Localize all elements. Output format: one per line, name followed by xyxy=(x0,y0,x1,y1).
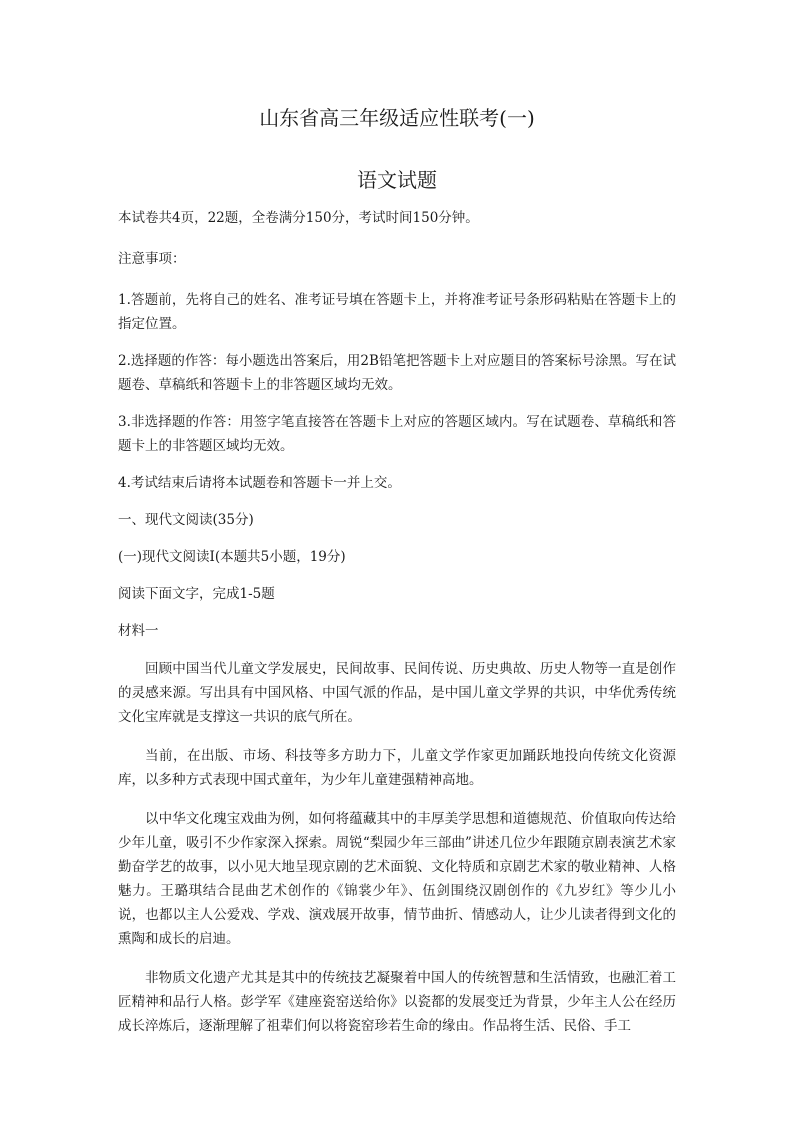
notice-item-2: 2.选择题的作答：每小题选出答案后，用2B铅笔把答题卡上对应题目的答案标号涂黑。写在试题卷、草稿纸和答题卡上的非答题区域均无效。 xyxy=(118,353,676,393)
notice-item-4: 4.考试结束后请将本试题卷和答题卡一并上交。 xyxy=(118,475,401,491)
exam-intro: 本试卷共4页，22题，全卷满分150分，考试时间150分钟。 xyxy=(118,210,479,226)
section-heading: 一、现代文阅读(35分) xyxy=(118,512,254,528)
notice-item-3: 3.非选择题的作答：用签字笔直接答在答题卡上对应的答题区域内。写在试题卷、草稿纸和答题卡上的非答题区域均无效。 xyxy=(118,414,676,454)
material-paragraph-4: 非物质文化遗产尤其是其中的传统技艺凝聚着中国人的传统智慧和生活情致，也融汇着工匠精神和品行人格。彭学军《建座瓷窑送给你》以瓷都的发展变迁为背景，少年主人公在经历成长淬炼后，逐渐理解了祖辈们何以将瓷窑珍若生命的缘由。作品将生活、民俗、手工 xyxy=(118,970,676,1034)
notice-title: 注意事项： xyxy=(118,251,186,267)
material-label: 材料一 xyxy=(118,623,159,639)
reading-instruction: 阅读下面文字，完成1-5题 xyxy=(118,586,275,602)
page-content xyxy=(118,100,676,1038)
material-paragraph-2: 当前，在出版、市场、科技等多方助力下，儿童文学作家更加踊跃地投向传统文化资源库，以多种方式表现中国式童年，为少年儿童建强精神高地。 xyxy=(118,748,676,788)
exam-title: 山东省高三年级适应性联考(一) xyxy=(259,106,535,130)
notice-item-1: 1.答题前，先将自己的姓名、准考证号填在答题卡上，并将准考证号条形码粘贴在答题卡上的指定位置。 xyxy=(118,292,676,332)
material-paragraph-1: 回顾中国当代儿童文学发展史，民间故事、民间传说、历史典故、历史人物等一直是创作的灵感来源。写出具有中国风格、中国气派的作品，是中国儿童文学界的共识，中华优秀传统文化宝库就是支撑这一共识的底气所在。 xyxy=(118,661,676,725)
material-paragraph-3: 以中华文化瑰宝戏曲为例，如何将蕴藏其中的丰厚美学思想和道德规范、价值取向传达给少年儿童，吸引不少作家深入探索。周锐“梨园少年三部曲”讲述几位少年跟随京剧表演艺术家勤奋学艺的故事，以小见大地呈现京剧的艺术面貌、文化特质和京剧艺术家的敬业精神、人格魅力。王璐琪结合昆曲艺术创作的《锦裳少年》、伍剑围绕汉剧创作的《九岁红》等少儿小说，也都以主人公爱戏、学戏、演戏展开故事，情节曲折、情感动人，让少儿读者得到文化的熏陶和成长的启迪。 xyxy=(118,811,676,947)
exam-subtitle: 语文试题 xyxy=(357,168,437,192)
section-subheading: (一)现代文阅读Ⅰ(本题共5小题，19分) xyxy=(118,549,346,565)
